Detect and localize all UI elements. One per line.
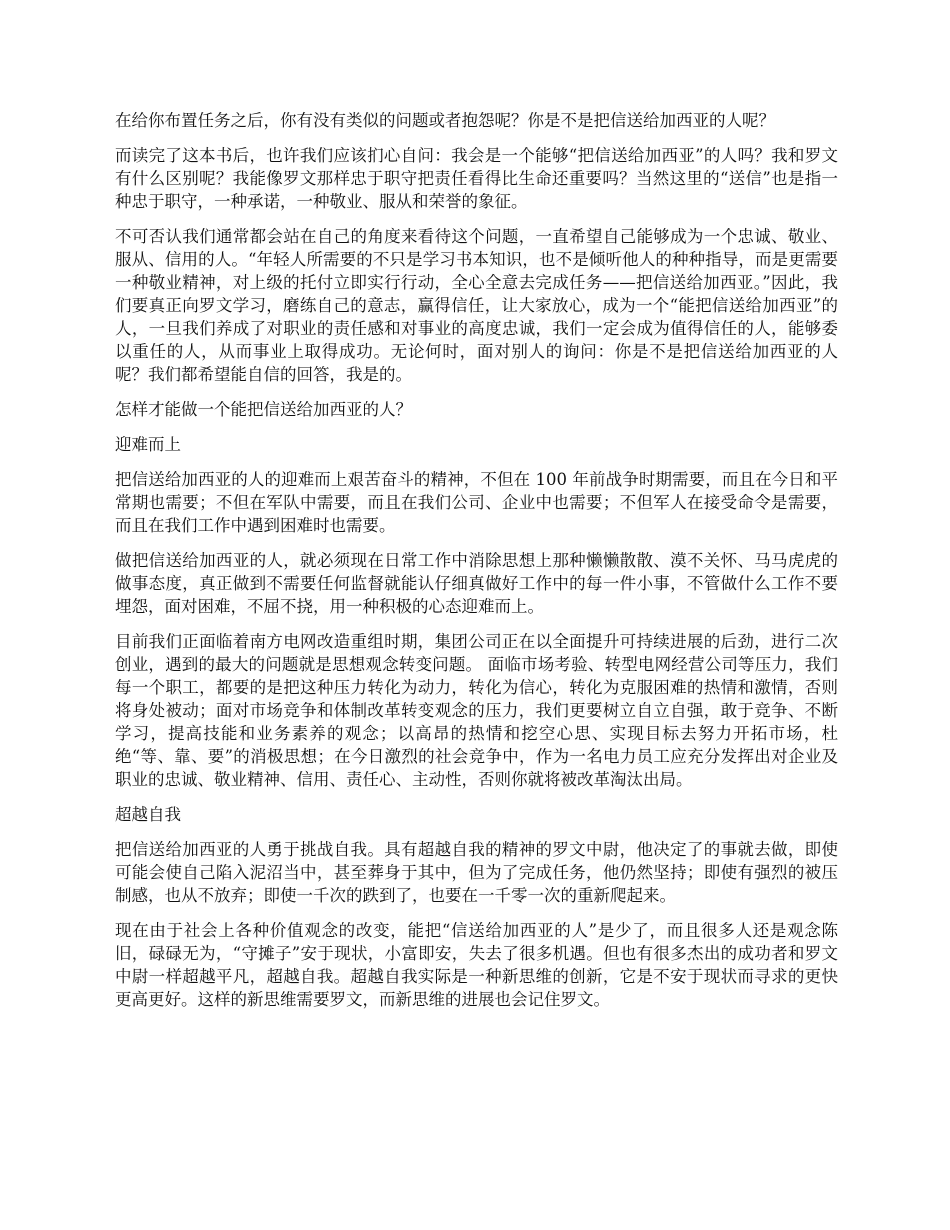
paragraph-grid-reform: 目前我们正面临着南方电网改造重组时期，集团公司正在以全面提升可持续进展的后劲，进行二次创业，遇到的最大的问题就是思想观念转变问题。 面临市场考验、转型电网经营公司等压力，我们每一个职工，都要的是把这种压力转化为动力，转化为信心，转化为克服困难的热情和激情，否则将身处被动；面对市场竞争和体制改革转变观念的压力，我们更要树立自立自强，敢于竞争、不断学习，提高技能和业务素养的观念；以高昂的热情和挖空心思、实现目标去努力开拓市场，杜绝“等、靠、要”的消极思想；在今日激烈的社会竞争中，作为一名电力员工应充分发挥出对企业及职业的忠诚、敬业精神、信用、责任心、主动性，否则你就将被改革淘汰出局。 xyxy=(115,632,838,789)
paragraph-loyalty: 不可否认我们通常都会站在自己的角度来看待这个问题，一直希望自己能够成为一个忠诚、敬业、服从、信用的人。“年轻人所需要的不只是学习书本知识，也不是倾听他人的种种指导，而是更需要一种敬业精神，对上级的托付立即实行行动，全心全意去完成任务——把信送给加西亚。”因此，我们要真正向罗文学习，磨练自己的意志，赢得信任，让大家放心，成为一个“能把信送给加西亚”的人，一旦我们养成了对职业的责任感和对事业的高度忠诚，我们一定会成为值得信任的人，能够委以重任的人，从而事业上取得成功。无论何时，面对别人的询问：你是不是把信送给加西亚的人呢？我们都希望能自信的回答，我是的。 xyxy=(115,227,838,384)
section-question-heading: 怎样才能做一个能把信送给加西亚的人？ xyxy=(115,400,412,419)
section-heading-face-difficulty: 迎难而上 xyxy=(115,435,181,454)
paragraph-self-reflection: 而读完了这本书后，也许我们应该扪心自问：我会是一个能够“把信送给加西亚”的人吗？我和罗文有什么区别呢？我能像罗文那样忠于职守把责任看得比生命还重要吗？当然这里的“送信”也是指一种忠于职守，一种承诺，一种敬业、服从和荣誉的象征。 xyxy=(115,146,838,211)
paragraph-intro-question: 在给你布置任务之后，你有没有类似的问题或者抱怨呢？你是不是把信送给加西亚的人呢？ xyxy=(115,111,775,130)
section-heading-surpass-self: 超越自我 xyxy=(115,805,181,824)
paragraph-new-thinking: 现在由于社会上各种价值观念的改变，能把“信送给加西亚的人”是少了，而且很多人还是观念陈旧，碌碌无为，“守摊子”安于现状，小富即安，失去了很多机遇。但也有很多杰出的成功者和罗文中尉一样超越平凡，超越自我。超越自我实际是一种新思维的创新，它是不安于现状而寻求的更快更高更好。这样的新思维需要罗文，而新思维的进展也会记住罗文。 xyxy=(115,921,838,1009)
paragraph-challenge-self: 把信送给加西亚的人勇于挑战自我。具有超越自我的精神的罗文中尉，他决定了的事就去做，即使可能会使自己陷入泥沼当中，甚至葬身于其中，但为了完成任务，他仍然坚持；即使有强烈的被压制感，也从不放弃；即使一千次的跌到了，也要在一千零一次的重新爬起来。 xyxy=(115,840,838,905)
paragraph-hard-work-spirit: 把信送给加西亚的人的迎难而上艰苦奋斗的精神，不但在 100 年前战争时期需要，而且在今日和平常期也需要；不但在军队中需要，而且在我们公司、企业中也需要；不但军人在接受命令是需要，而且在我们工作中遇到困难时也需要。 xyxy=(115,470,838,535)
paragraph-daily-work-attitude: 做把信送给加西亚的人，就必须现在日常工作中消除思想上那种懒懒散散、漠不关怀、马马虎虎的做事态度，真正做到不需要任何监督就能认仔细真做好工作中的每一件小事，不管做什么工作不要埋怨，面对困难，不屈不挠，用一种积极的心态迎难而上。 xyxy=(115,551,838,616)
